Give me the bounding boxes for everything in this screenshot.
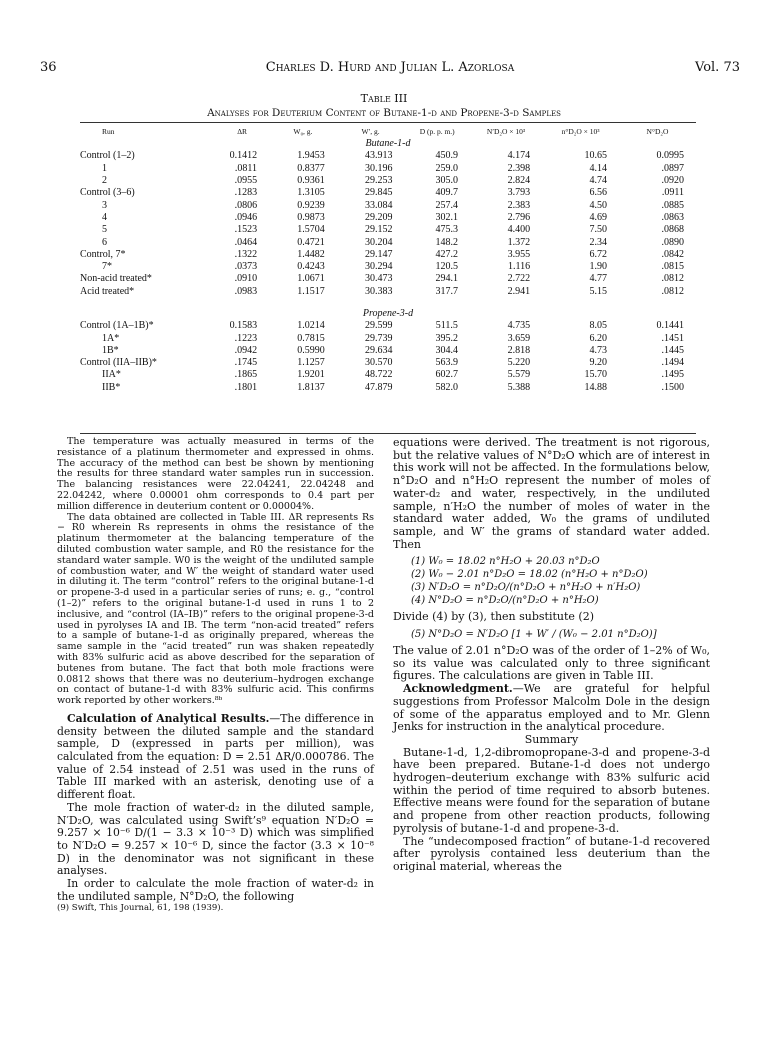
table-cell: 2.824 bbox=[507, 175, 531, 187]
table-cell: Control (1A–1B)* bbox=[80, 320, 154, 332]
running-title: Charles D. Hurd and Julian L. Azorlosa bbox=[265, 60, 515, 75]
table-cell: 0.1412 bbox=[229, 150, 258, 162]
table-cell: 4.73 bbox=[589, 344, 607, 356]
table-cell: 602.7 bbox=[435, 369, 458, 381]
section-heading: Acknowledgment. bbox=[403, 682, 513, 696]
paragraph: The “undecomposed fraction” of butane-1-d recovered after pyrolysis contained less deuterium than the original material, whereas the bbox=[393, 834, 710, 873]
table-cell: 4.50 bbox=[589, 199, 607, 211]
table-cell: .0911 bbox=[661, 187, 684, 199]
table-cell: 409.7 bbox=[435, 187, 458, 199]
table-cell: 148.2 bbox=[435, 236, 458, 248]
table-cell: 7* bbox=[102, 261, 112, 273]
table-cell: 1 bbox=[102, 162, 107, 174]
table-cell: .0983 bbox=[234, 285, 258, 297]
table-cell: 30.570 bbox=[364, 357, 393, 369]
table-row bbox=[80, 369, 696, 381]
table-cell: 1.3105 bbox=[297, 187, 325, 199]
table-cell: .0815 bbox=[661, 261, 684, 273]
table-cell: 305.0 bbox=[435, 175, 458, 187]
table-cell: 3 bbox=[102, 199, 107, 211]
paragraph: equations were derived. The treatment is not rigorous, but the relative values of N°D₂O which are of interest in this work will not be affected. In the formulations below, n°D₂O and n°H₂O represent the number of moles of water-d₂ and water, respectively, in the undiluted sample, n′H₂O the number of moles of water in the standard water added, W₀ the grams of undiluted sample, and W′ the grams of standard water added. Then bbox=[393, 436, 710, 551]
table-cell: .1495 bbox=[661, 369, 684, 381]
table-cell: Non-acid treated* bbox=[80, 273, 152, 285]
table-row bbox=[80, 273, 696, 285]
table-cell: .1745 bbox=[234, 357, 258, 369]
table-cell: 29.739 bbox=[364, 332, 393, 344]
table-cell: 0.8377 bbox=[297, 162, 325, 174]
table-cell: .0812 bbox=[661, 285, 684, 297]
paragraph: The mole fraction of water-d₂ in the diluted sample, N′D₂O, was calculated using Swift’s⁹ equation N′D₂O = 9.257 × 10⁻⁶ D/(1 − 3.3 × 10⁻³ D) which was simplified to N′D₂O = 9.257 × 10⁻⁶ D, since the factor (3.3 × 10⁻⁸ D) in the denominator was not significant in these analyses. bbox=[57, 800, 374, 878]
table-row bbox=[80, 320, 696, 332]
table-row bbox=[80, 175, 696, 187]
table-cell: .1801 bbox=[234, 381, 258, 393]
group-label: Propene-3-d bbox=[362, 308, 414, 319]
table-cell: .0946 bbox=[234, 211, 258, 223]
table-row bbox=[80, 224, 696, 236]
table-cell: 259.0 bbox=[435, 162, 458, 174]
table-cell: .1223 bbox=[234, 332, 258, 344]
table-cell: 30.473 bbox=[364, 273, 393, 285]
left-column bbox=[57, 437, 374, 915]
paragraph: The value of 2.01 n°D₂O was of the order of 1–2% of W₀, so its value was calculated only to three significant figures. The calculations are given in Table III. bbox=[393, 644, 710, 683]
paragraph: In order to calculate the mole fraction of water-d₂ in the undiluted sample, N°D₂O, the following bbox=[57, 877, 374, 903]
table-cell: Control (3–6) bbox=[80, 187, 135, 199]
col-header: W′, g. bbox=[361, 127, 380, 136]
table-cell: .0842 bbox=[661, 248, 684, 260]
table-cell: 14.88 bbox=[584, 381, 607, 393]
table-cell: 1.0671 bbox=[297, 273, 325, 285]
table-cell: 43.913 bbox=[364, 150, 393, 162]
table-cell: 1.372 bbox=[507, 236, 531, 248]
footnote: (9) Swift, This Journal, 61, 198 (1939). bbox=[57, 903, 224, 914]
col-header: ΔR bbox=[237, 127, 248, 136]
table-cell: 2 bbox=[102, 175, 107, 187]
table-cell: 1.8137 bbox=[297, 381, 325, 393]
table-cell: 0.9873 bbox=[297, 211, 325, 223]
table-cell: 3.793 bbox=[507, 187, 531, 199]
table-cell: .0464 bbox=[234, 236, 258, 248]
table-cell: 29.599 bbox=[364, 320, 393, 332]
table-cell: IIA* bbox=[102, 369, 121, 381]
paragraph: Acknowledgment.—We are grateful for helpful suggestions from Professor Malcolm Dole in the design of some of the apparatus employed and to Mr. Glenn Jenks for instruction in the analytical procedure. bbox=[393, 682, 710, 734]
table-cell: 257.4 bbox=[435, 199, 458, 211]
col-header: N′D₂O × 10³ bbox=[486, 127, 526, 136]
table-header-row bbox=[80, 124, 696, 138]
equation: (5) N°D₂O = N′D₂O [1 + W′ / (W₀ − 2.01 n°D₂O)] bbox=[411, 629, 657, 641]
table-cell: 29.152 bbox=[364, 224, 393, 236]
table-cell: 294.1 bbox=[435, 273, 458, 285]
table-cell: 15.70 bbox=[584, 369, 607, 381]
table-cell: 2.796 bbox=[507, 211, 531, 223]
table-cell: 302.1 bbox=[435, 211, 458, 223]
table-cell: 475.3 bbox=[435, 224, 458, 236]
table-cell: 30.196 bbox=[364, 162, 393, 174]
paragraph: Divide (4) by (3), then substitute (2) bbox=[393, 610, 594, 624]
table-cell: 48.722 bbox=[364, 369, 393, 381]
table-cell: 0.1583 bbox=[229, 320, 258, 332]
table-cell: 1.5704 bbox=[297, 224, 325, 236]
table-cell: 120.5 bbox=[435, 261, 458, 273]
table-cell: 1.0214 bbox=[297, 320, 325, 332]
table-cell: 2.398 bbox=[507, 162, 531, 174]
table-row bbox=[80, 199, 696, 211]
table-cell: 30.383 bbox=[364, 285, 393, 297]
table-cell: .0806 bbox=[234, 199, 258, 211]
table-cell: 30.204 bbox=[364, 236, 393, 248]
table-cell: 4.174 bbox=[507, 150, 531, 162]
table-cell: 3.659 bbox=[507, 332, 531, 344]
table-row bbox=[80, 382, 696, 394]
table-cell: .0863 bbox=[661, 211, 684, 223]
group-label: Butane-1-d bbox=[365, 138, 411, 150]
table-cell: 33.084 bbox=[364, 199, 393, 211]
equation: (2) W₀ − 2.01 n°D₂O = 18.02 (n°H₂O + n°D₂O) bbox=[411, 569, 648, 581]
table-cell: 7.50 bbox=[589, 224, 607, 236]
page-number: 36 bbox=[40, 60, 57, 75]
table-row bbox=[80, 236, 696, 248]
table-cell: 29.147 bbox=[364, 248, 393, 260]
table-cell: 1B* bbox=[102, 344, 119, 356]
table-cell: 6 bbox=[102, 236, 107, 248]
table-cell: 0.7815 bbox=[297, 332, 325, 344]
table-cell: 3.955 bbox=[507, 248, 531, 260]
table-cell: 427.2 bbox=[435, 248, 458, 260]
table-cell: 29.253 bbox=[364, 175, 393, 187]
right-column bbox=[393, 437, 710, 874]
col-header: Run bbox=[102, 127, 115, 136]
table-cell: 5.579 bbox=[507, 369, 531, 381]
table-cell: 4.400 bbox=[507, 224, 531, 236]
equation: (1) W₀ = 18.02 n°H₂O + 20.03 n°D₂O bbox=[411, 556, 600, 568]
table-row bbox=[80, 286, 696, 298]
table-cell: 4.735 bbox=[507, 320, 531, 332]
table-cell: 304.4 bbox=[435, 344, 458, 356]
table-title: Analyses for Deuterium Content of Butane-1-d and Propene-3-d Samples bbox=[207, 107, 561, 119]
table-cell: Control (IIA–IIB)* bbox=[80, 357, 157, 369]
table-bottom-rule bbox=[80, 433, 696, 434]
table-cell: .1451 bbox=[661, 332, 684, 344]
table-cell: Acid treated* bbox=[80, 285, 135, 297]
table-row bbox=[80, 357, 696, 369]
table-row bbox=[80, 212, 696, 224]
table-cell: 511.5 bbox=[435, 320, 458, 332]
table-cell: 1.1517 bbox=[297, 285, 325, 297]
table-cell: 4.77 bbox=[589, 273, 607, 285]
table-cell: 2.818 bbox=[507, 344, 531, 356]
table-cell: 0.9239 bbox=[297, 199, 325, 211]
table-cell: 6.20 bbox=[589, 332, 607, 344]
table-cell: 4.69 bbox=[589, 211, 607, 223]
col-header: W₀, g. bbox=[293, 127, 313, 136]
table-top-rule bbox=[80, 122, 696, 123]
table-cell: .0955 bbox=[234, 175, 258, 187]
table-cell: 0.5990 bbox=[297, 344, 325, 356]
table-group-header bbox=[80, 298, 696, 320]
table-cell: .0868 bbox=[661, 224, 684, 236]
table-cell: 8.05 bbox=[589, 320, 607, 332]
table-row bbox=[80, 261, 696, 273]
table-cell: 4 bbox=[102, 211, 107, 223]
table-cell: 2.383 bbox=[507, 199, 531, 211]
equation: (3) N′D₂O = n°D₂O/(n°D₂O + n°H₂O + n′H₂O) bbox=[411, 582, 641, 594]
table-group-header bbox=[80, 138, 696, 150]
paragraph: The data obtained are collected in Table III. ΔR represents Rs − R0 wherein Rs represents in ohms the resistance of the platinum thermometer at the balancing temperature of the diluted combustion water sample, and R0 the resistance for the standard water sample. W0 is the weight of the undiluted sample of combustion water, and W′ the weight of standard water used in diluting it. The term “control” refers to the original butane-1-d or propene-3-d used in a particular series of runs; e. g., “control (1–2)” refers to the original butane-1-d used in runs 1 to 2 inclusive, and “control (IA–IB)” refers to the original propene-3-d used in pyrolyses IA and IB. The term “non-acid treated” refers to a sample of butane-1-d as originally prepared, whereas the same sample in the “acid treated” run was shaken repeatedly with 83% sulfuric acid as above described for the separation of butenes from butane. The fact that both mole fractions were 0.0812 shows that there was no deuterium–hydrogen exchange on contact of butane-1-d with 83% sulfuric acid. This confirms work reported by other workers.⁸ᵇ bbox=[57, 511, 374, 707]
volume-label: Vol. 73 bbox=[695, 60, 740, 75]
equation-block bbox=[411, 555, 710, 607]
table-cell: 582.0 bbox=[435, 381, 458, 393]
table-cell: 0.1441 bbox=[656, 320, 684, 332]
table-cell: 1.116 bbox=[508, 261, 531, 273]
table-cell: 29.209 bbox=[364, 211, 393, 223]
table-cell: 5 bbox=[102, 224, 107, 236]
table-cell: .1500 bbox=[661, 381, 684, 393]
table-cell: 2.722 bbox=[507, 273, 531, 285]
paragraph: The temperature was actually measured in terms of the resistance of a platinum thermometer and expressed in ohms. The accuracy of the method can best be shown by mentioning the results for three standard water samples run in succession. The balancing resistances were 22.04241, 22.04248 and 22.04242, where 0.00001 ohm corresponds to 0.4 part per million difference in deuterium content or 0.00004%. bbox=[57, 436, 374, 512]
col-header: N°D₂O bbox=[646, 127, 669, 136]
table-row bbox=[80, 345, 696, 357]
table-cell: 4.14 bbox=[589, 162, 607, 174]
table-cell: .1283 bbox=[234, 187, 258, 199]
table-label: Table III bbox=[360, 92, 408, 105]
table-cell: 1.4482 bbox=[297, 248, 325, 260]
table-cell: 450.9 bbox=[435, 150, 458, 162]
table-cell: 6.72 bbox=[589, 248, 607, 260]
table-row bbox=[80, 249, 696, 261]
table-cell: 563.9 bbox=[435, 357, 458, 369]
table-row bbox=[80, 332, 696, 344]
table-cell: 47.879 bbox=[364, 381, 393, 393]
table-cell: 0.4721 bbox=[297, 236, 325, 248]
paragraph: Butane-1-d, 1,2-dibromopropane-3-d and propene-3-d have been prepared. Butane-1-d does not undergo hydrogen–deuterium exchange with 83% sulfuric acid within the period of time required to absorb butenes. Effective means were found for the separation of butane and propene from other reaction products, following pyrolysis of butane-1-d and propene-3-d. bbox=[393, 745, 710, 835]
table-cell: .0942 bbox=[234, 344, 258, 356]
table-row bbox=[80, 150, 696, 162]
table-cell: .0812 bbox=[661, 273, 684, 285]
table-cell: 6.56 bbox=[589, 187, 607, 199]
table-cell: .0920 bbox=[661, 175, 684, 187]
table-cell: 1.90 bbox=[589, 261, 607, 273]
table-cell: 317.7 bbox=[435, 285, 458, 297]
table-cell: 5.388 bbox=[507, 381, 531, 393]
table-cell: 1.1257 bbox=[297, 357, 325, 369]
table-cell: 10.65 bbox=[584, 150, 607, 162]
table-cell: 2.34 bbox=[589, 236, 607, 248]
table-cell: .1494 bbox=[661, 357, 684, 369]
table-cell: Control, 7* bbox=[80, 248, 126, 260]
table-cell: 5.15 bbox=[589, 285, 607, 297]
section-heading: Summary bbox=[524, 732, 579, 746]
table-cell: .0890 bbox=[661, 236, 684, 248]
table-cell: Control (1–2) bbox=[80, 150, 135, 162]
table-cell: .0811 bbox=[234, 162, 258, 174]
table-cell: 395.2 bbox=[435, 332, 458, 344]
table-cell: .0885 bbox=[661, 199, 684, 211]
table-row bbox=[80, 163, 696, 175]
section-heading: Calculation of Analytical Results. bbox=[67, 711, 270, 725]
table-cell: 30.294 bbox=[364, 261, 393, 273]
table-cell: 29.634 bbox=[364, 344, 393, 356]
table-cell: .1445 bbox=[661, 344, 684, 356]
paragraph: Calculation of Analytical Results.—The difference in density between the diluted sample and the standard sample, D (expressed in parts per million), was calculated from the equation: D = 2.51 ΔR/0.000786. The value of 2.54 instead of 2.51 was used in the runs of Table III marked with an asterisk, denoting use of a different float. bbox=[57, 711, 374, 802]
table-cell: 1A* bbox=[102, 332, 120, 344]
table-cell: 0.4243 bbox=[297, 261, 325, 273]
table-cell: 0.9361 bbox=[297, 175, 325, 187]
table-cell: 0.0995 bbox=[656, 150, 684, 162]
table-cell: .1865 bbox=[234, 369, 258, 381]
col-header: D (p. p. m.) bbox=[419, 127, 455, 136]
table-cell: 5.220 bbox=[507, 357, 531, 369]
table-cell: 1.9201 bbox=[297, 369, 325, 381]
table-cell: 1.9453 bbox=[297, 150, 325, 162]
table-cell: .0910 bbox=[234, 273, 258, 285]
table-cell: 9.20 bbox=[589, 357, 607, 369]
table-cell: IIB* bbox=[102, 381, 121, 393]
table-cell: 29.845 bbox=[364, 187, 393, 199]
table-cell: 4.74 bbox=[589, 175, 607, 187]
table-cell: .1523 bbox=[234, 224, 258, 236]
col-header: n°D₂O × 10³ bbox=[561, 127, 600, 136]
running-header bbox=[40, 60, 740, 78]
table-cell: .0897 bbox=[661, 162, 684, 174]
table-cell: .0373 bbox=[234, 261, 258, 273]
table-cell: 2.941 bbox=[507, 285, 531, 297]
table-cell: .1322 bbox=[234, 248, 258, 260]
table-row bbox=[80, 187, 696, 199]
equation: (4) N°D₂O = n°D₂O/(n°D₂O + n°H₂O) bbox=[411, 595, 599, 607]
data-table bbox=[80, 124, 696, 394]
